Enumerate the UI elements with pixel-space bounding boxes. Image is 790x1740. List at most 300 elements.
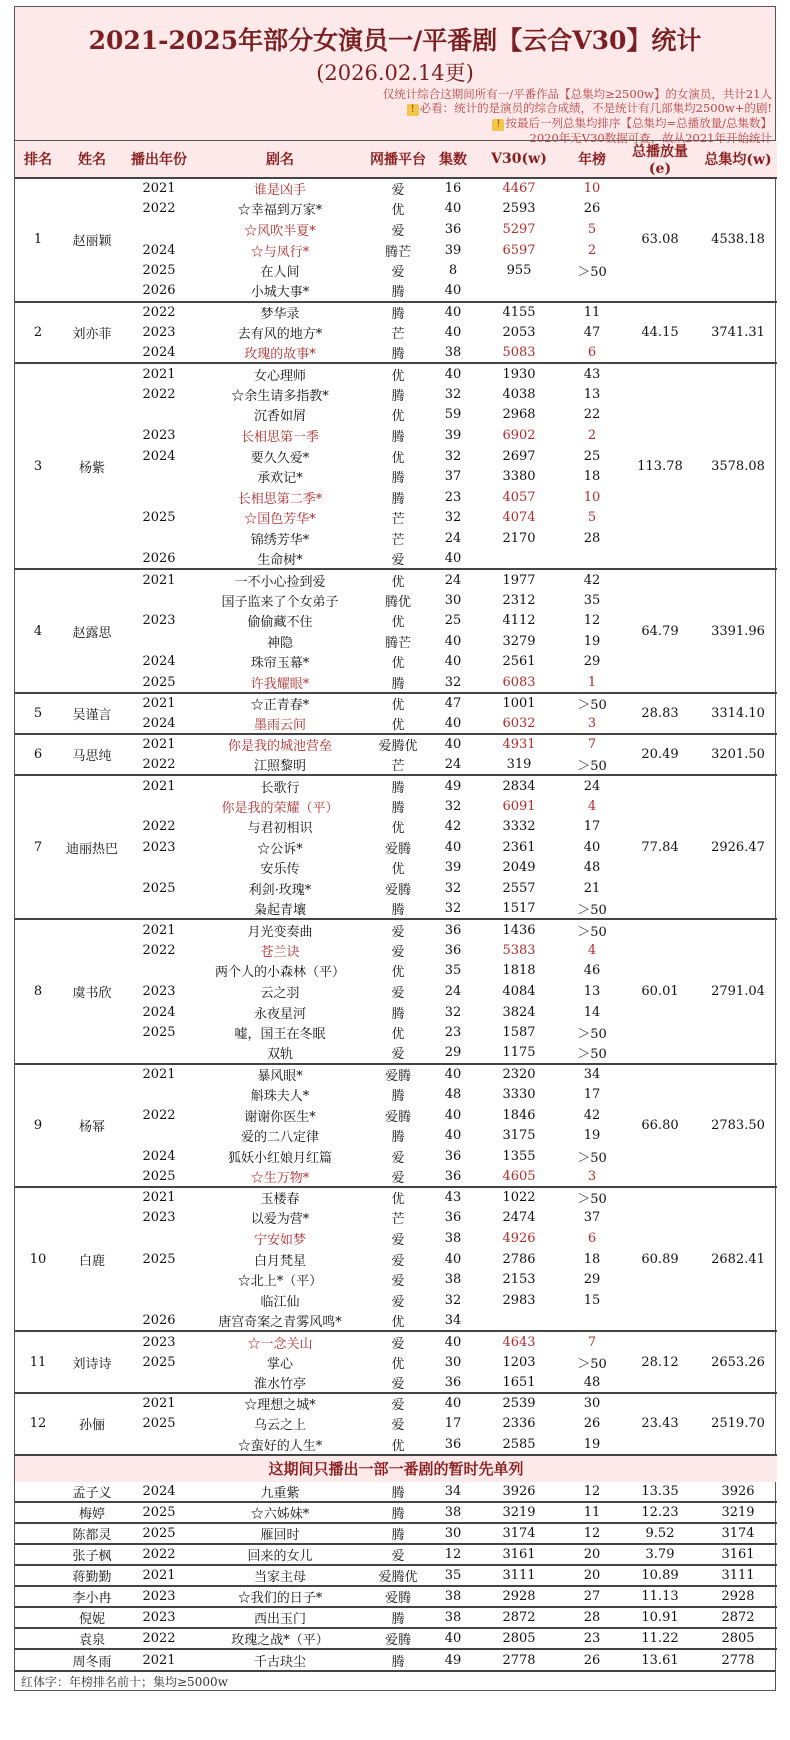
year-cell: 2023 bbox=[123, 1607, 195, 1628]
annual-rank-cell: ＞50 bbox=[577, 903, 607, 919]
table-row bbox=[15, 569, 777, 590]
v30-cell: 2539 bbox=[475, 1393, 563, 1414]
notes bbox=[383, 87, 772, 145]
platform-cell: 优 bbox=[365, 693, 431, 714]
year-cell: 2023 bbox=[142, 427, 176, 443]
platform-cell: 腾 bbox=[391, 471, 405, 487]
drama-title: 西出玉门 bbox=[195, 1607, 365, 1628]
v30-cell: 2834 bbox=[475, 775, 563, 796]
platform-cell: 优 bbox=[391, 203, 405, 219]
total-views-cell: 28.12 bbox=[621, 1331, 699, 1393]
total-views-cell: 77.84 bbox=[621, 775, 699, 919]
platform-cell: 优 bbox=[391, 717, 405, 733]
drama-title: ☆一念关山 bbox=[195, 1331, 365, 1352]
episodes-cell: 40 bbox=[431, 1628, 475, 1649]
platform-cell: 优 bbox=[391, 615, 405, 631]
v30-cell: 2968 bbox=[502, 407, 536, 423]
annual-rank-cell bbox=[563, 281, 621, 302]
year-cell: 2021 bbox=[123, 919, 195, 940]
v30-cell: 1930 bbox=[475, 363, 563, 384]
drama-title: 当家主母 bbox=[195, 1565, 365, 1586]
platform-cell: 爱腾 bbox=[384, 841, 411, 857]
drama-title: 玫瑰的故事* bbox=[244, 347, 316, 363]
episodes-cell: 40 bbox=[444, 201, 462, 217]
note-line: 仅统计综合这期间所有一/平番作品【总集均≥2500w】的女演员，共计21人 bbox=[382, 87, 772, 101]
platform-cell: 优 bbox=[365, 1187, 431, 1208]
platform-cell: 爱 bbox=[365, 1331, 431, 1352]
actress-name: 陈都灵 bbox=[61, 1523, 123, 1544]
annual-rank-cell: 3 bbox=[587, 715, 597, 731]
episodes-cell: 48 bbox=[444, 1086, 462, 1102]
table-row bbox=[15, 1586, 777, 1607]
episodes-cell: 40 bbox=[444, 654, 462, 670]
table-row bbox=[15, 1607, 777, 1628]
v30-cell: 6902 bbox=[502, 427, 536, 443]
year-cell bbox=[123, 1372, 195, 1393]
year-cell: 2021 bbox=[123, 1393, 195, 1414]
annual-rank-cell: 6 bbox=[587, 1231, 597, 1247]
annual-rank-cell: ＞50 bbox=[577, 1150, 607, 1166]
annual-rank-cell: 15 bbox=[583, 1292, 601, 1308]
drama-title: 宁安如梦 bbox=[253, 1233, 306, 1249]
rank-cell bbox=[15, 1544, 61, 1565]
year-cell: 2022 bbox=[142, 819, 176, 835]
year-cell: 2026 bbox=[142, 283, 176, 299]
annual-rank-cell: 42 bbox=[563, 569, 621, 590]
annual-rank-cell: ＞50 bbox=[577, 1047, 607, 1063]
actress-name: 赵丽颖 bbox=[61, 178, 123, 302]
episodes-cell: 40 bbox=[444, 1128, 462, 1144]
annual-rank-cell: 24 bbox=[563, 775, 621, 796]
episodes-cell: 36 bbox=[444, 221, 462, 237]
episodes-cell: 24 bbox=[444, 530, 462, 546]
total-views-cell: 60.01 bbox=[621, 919, 699, 1063]
year-cell: 2025 bbox=[142, 510, 176, 526]
v30-cell: 2778 bbox=[475, 1649, 563, 1670]
v30-cell: 2805 bbox=[475, 1628, 563, 1649]
table-row bbox=[15, 1502, 777, 1523]
v30-cell: 2585 bbox=[502, 1436, 536, 1452]
total-avg-cell: 3201.50 bbox=[699, 734, 777, 775]
v30-cell: 4931 bbox=[475, 734, 563, 755]
rank-cell: 2 bbox=[15, 302, 61, 364]
drama-title: 一不小心捡到爱 bbox=[195, 569, 365, 590]
platform-cell: 爱 bbox=[391, 223, 405, 239]
drama-title: 唐宫奇案之青雾风鸣* bbox=[218, 1314, 342, 1330]
annual-rank-cell: 37 bbox=[583, 1210, 601, 1226]
year-cell: 2025 bbox=[142, 1251, 176, 1267]
v30-cell: 4467 bbox=[475, 178, 563, 199]
year-cell: 2022 bbox=[142, 201, 176, 217]
drama-title: 小城大事* bbox=[250, 285, 310, 301]
platform-cell: 腾 bbox=[391, 347, 405, 363]
year-cell: 2021 bbox=[123, 363, 195, 384]
note-line: 2020年无V30数据可查，故从2021年开始统计 bbox=[529, 131, 772, 145]
table-row bbox=[15, 1565, 777, 1586]
annual-rank-cell: 29 bbox=[583, 654, 601, 670]
year-cell: 2023 bbox=[123, 1331, 195, 1352]
table-row bbox=[15, 1482, 777, 1503]
rank-cell bbox=[15, 1565, 61, 1586]
rank-cell: 12 bbox=[15, 1393, 61, 1455]
year-cell bbox=[123, 858, 195, 879]
annual-rank-cell: 43 bbox=[563, 363, 621, 384]
drama-title: 你是我的城池营垒 bbox=[195, 734, 365, 755]
platform-cell: 腾优 bbox=[384, 594, 411, 610]
episodes-cell: 36 bbox=[444, 1168, 462, 1184]
platform-cell: 腾芒 bbox=[384, 635, 411, 651]
total-avg-cell: 3926 bbox=[721, 1484, 755, 1500]
v30-cell: 1175 bbox=[502, 1045, 536, 1061]
rank-cell bbox=[15, 1502, 61, 1523]
episodes-cell: 35 bbox=[444, 963, 462, 979]
platform-cell: 腾 bbox=[391, 285, 405, 301]
episodes-cell: 32 bbox=[444, 798, 462, 814]
rank-cell: 5 bbox=[15, 693, 61, 734]
year-cell bbox=[123, 466, 195, 487]
table-row bbox=[15, 1393, 777, 1414]
annual-rank-cell: 28 bbox=[583, 530, 601, 546]
episodes-cell: 47 bbox=[431, 693, 475, 714]
total-avg-cell: 2783.50 bbox=[699, 1064, 777, 1188]
platform-cell: 爱 bbox=[365, 178, 431, 199]
column-header-platform: 网播平台 bbox=[365, 141, 431, 178]
drama-title: ☆六姊妹* bbox=[195, 1502, 365, 1523]
table-row bbox=[15, 302, 777, 323]
table-row bbox=[15, 1064, 777, 1085]
annual-rank-cell: ＞50 bbox=[563, 693, 621, 714]
actress-name: 孙俪 bbox=[61, 1393, 123, 1455]
total-views-cell: 10.91 bbox=[621, 1607, 699, 1628]
drama-title: 谢谢你医生* bbox=[244, 1109, 316, 1125]
annual-rank-cell: ＞50 bbox=[577, 1027, 607, 1043]
platform-cell: 爱 bbox=[391, 1376, 405, 1392]
year-cell bbox=[123, 631, 195, 652]
drama-title: 偷偷藏不住 bbox=[247, 615, 313, 631]
table-row bbox=[15, 1187, 777, 1208]
year-cell: 2025 bbox=[123, 1523, 195, 1544]
v30-cell: 5383 bbox=[502, 942, 536, 958]
platform-cell: 爱 bbox=[391, 1253, 405, 1269]
platform-cell: 优 bbox=[365, 569, 431, 590]
annual-rank-cell: 25 bbox=[583, 448, 601, 464]
v30-cell: 2361 bbox=[502, 839, 536, 855]
annual-rank-cell: 5 bbox=[587, 221, 597, 237]
drama-title: 乌云之上 bbox=[253, 1418, 306, 1434]
platform-cell: 爱 bbox=[365, 919, 431, 940]
table-row bbox=[15, 363, 777, 384]
year-cell: 2026 bbox=[142, 550, 176, 566]
annual-rank-cell: 13 bbox=[583, 983, 601, 999]
rank-cell bbox=[15, 1586, 61, 1607]
actress-name: 白鹿 bbox=[61, 1187, 123, 1331]
drama-title: 承欢记* bbox=[257, 471, 303, 487]
drama-title: 月光变奏曲 bbox=[195, 919, 365, 940]
year-cell bbox=[123, 487, 195, 508]
v30-cell: 4605 bbox=[502, 1168, 536, 1184]
episodes-cell: 40 bbox=[431, 363, 475, 384]
year-cell: 2025 bbox=[142, 1354, 176, 1370]
episodes-cell: 40 bbox=[444, 1251, 462, 1267]
total-avg-cell: 3111 bbox=[699, 1565, 777, 1586]
year-cell: 2024 bbox=[142, 242, 176, 258]
year-cell bbox=[123, 528, 195, 549]
note-text: 必看：统计的是演员的综合成绩，不是统计有几部集均2500w+的剧! bbox=[419, 101, 772, 115]
platform-cell: 爱 bbox=[391, 985, 405, 1001]
platform-cell: 腾 bbox=[365, 1649, 431, 1670]
annual-rank-cell: ＞50 bbox=[577, 1356, 607, 1372]
annual-rank-cell: 19 bbox=[583, 1128, 601, 1144]
v30-cell: 6091 bbox=[502, 798, 536, 814]
v30-cell: 2557 bbox=[502, 880, 536, 896]
episodes-cell: 32 bbox=[444, 386, 462, 402]
drama-title: 神隐 bbox=[266, 635, 293, 651]
actress-name: 虞书欣 bbox=[61, 919, 123, 1063]
episodes-cell: 32 bbox=[444, 1004, 462, 1020]
drama-title: 临江仙 bbox=[260, 1294, 300, 1310]
year-cell: 2021 bbox=[123, 178, 195, 199]
platform-cell: 爱腾 bbox=[365, 1586, 431, 1607]
annual-rank-cell: 30 bbox=[563, 1393, 621, 1414]
episodes-cell: 30 bbox=[444, 592, 462, 608]
platform-cell: 腾 bbox=[391, 491, 405, 507]
drama-title: 梦华录 bbox=[195, 302, 365, 323]
year-cell: 2022 bbox=[123, 1628, 195, 1649]
v30-cell: 3330 bbox=[502, 1086, 536, 1102]
drama-title: ☆国色芳华* bbox=[244, 512, 316, 528]
v30-cell: 3380 bbox=[502, 469, 536, 485]
annual-rank-cell: 34 bbox=[563, 1064, 621, 1085]
annual-rank-cell: 10 bbox=[563, 178, 621, 199]
platform-cell: 爱 bbox=[391, 1274, 405, 1290]
drama-title: 永夜星河 bbox=[253, 1006, 306, 1022]
v30-cell: 1203 bbox=[502, 1354, 536, 1370]
episodes-cell: 36 bbox=[444, 1436, 462, 1452]
v30-cell: 2336 bbox=[502, 1416, 536, 1432]
total-views-cell: 11.13 bbox=[621, 1586, 699, 1607]
table-row bbox=[15, 1331, 777, 1352]
episodes-cell: 40 bbox=[431, 734, 475, 755]
total-avg-cell: 2872 bbox=[699, 1607, 777, 1628]
episodes-cell: 38 bbox=[444, 1272, 462, 1288]
platform-cell: 优 bbox=[391, 821, 405, 837]
v30-cell: 1587 bbox=[502, 1025, 536, 1041]
annual-rank-cell: 46 bbox=[583, 963, 601, 979]
episodes-cell: 40 bbox=[444, 283, 462, 299]
drama-title: 以爱为营* bbox=[250, 1212, 310, 1228]
year-cell bbox=[123, 1043, 195, 1064]
annual-rank-cell: 6 bbox=[587, 345, 597, 361]
drama-title: 暴风眼* bbox=[195, 1064, 365, 1085]
episodes-cell: 40 bbox=[431, 1393, 475, 1414]
year-cell bbox=[123, 961, 195, 982]
warning-icon: ! bbox=[407, 104, 419, 116]
year-cell: 2022 bbox=[142, 942, 176, 958]
v30-cell: 4155 bbox=[475, 302, 563, 323]
annual-rank-cell: ＞50 bbox=[563, 919, 621, 940]
episodes-cell: 42 bbox=[444, 819, 462, 835]
episodes-cell: 36 bbox=[431, 919, 475, 940]
platform-cell: 腾 bbox=[391, 1006, 405, 1022]
platform-cell: 优 bbox=[391, 409, 405, 425]
total-views-cell: 113.78 bbox=[621, 363, 699, 569]
drama-title: 爱的二八定律 bbox=[240, 1130, 319, 1146]
total-views-cell: 10.89 bbox=[621, 1565, 699, 1586]
annual-rank-cell: 4 bbox=[587, 942, 597, 958]
platform-cell: 腾 bbox=[365, 1607, 431, 1628]
total-avg-cell: 3174 bbox=[699, 1523, 777, 1544]
annual-rank-cell: 7 bbox=[563, 1331, 621, 1352]
v30-cell: 1846 bbox=[502, 1107, 536, 1123]
total-avg-cell: 2682.41 bbox=[699, 1187, 777, 1331]
drama-title: ☆理想之城* bbox=[195, 1393, 365, 1414]
actress-name: 刘诗诗 bbox=[61, 1331, 123, 1393]
total-avg-cell: 3741.31 bbox=[699, 302, 777, 364]
platform-cell: 芒 bbox=[391, 758, 405, 774]
table-row bbox=[15, 1628, 777, 1649]
year-cell: 2021 bbox=[123, 734, 195, 755]
rank-cell: 3 bbox=[15, 363, 61, 569]
actress-name: 倪妮 bbox=[61, 1607, 123, 1628]
platform-cell: 爱 bbox=[391, 1233, 405, 1249]
column-header-total-avg: 总集均(w) bbox=[699, 141, 777, 178]
drama-title: ☆北上*（平） bbox=[237, 1274, 323, 1290]
year-cell bbox=[123, 899, 195, 920]
episodes-cell: 8 bbox=[448, 263, 458, 279]
episodes-cell: 32 bbox=[444, 448, 462, 464]
year-cell: 2023 bbox=[142, 983, 176, 999]
platform-cell: 优 bbox=[391, 1027, 405, 1043]
actress-name: 杨紫 bbox=[61, 363, 123, 569]
drama-title: 斛珠夫人* bbox=[250, 1088, 310, 1104]
total-views-cell: 66.80 bbox=[621, 1064, 699, 1188]
drama-title: 玉楼春 bbox=[195, 1187, 365, 1208]
year-cell: 2024 bbox=[142, 1148, 176, 1164]
episodes-cell: 39 bbox=[444, 860, 462, 876]
v30-cell: 2049 bbox=[502, 860, 536, 876]
v30-cell: 4643 bbox=[475, 1331, 563, 1352]
v30-cell: 1436 bbox=[475, 919, 563, 940]
annual-rank-cell: 26 bbox=[583, 1416, 601, 1432]
episodes-cell: 39 bbox=[444, 427, 462, 443]
episodes-cell: 40 bbox=[444, 715, 462, 731]
annual-rank-cell bbox=[563, 1311, 621, 1332]
episodes-cell: 24 bbox=[444, 983, 462, 999]
annual-rank-cell: 12 bbox=[583, 613, 601, 629]
warning-icon: ! bbox=[492, 119, 504, 131]
total-avg-cell: 3314.10 bbox=[699, 693, 777, 734]
year-cell bbox=[123, 1228, 195, 1249]
v30-cell: 1022 bbox=[475, 1187, 563, 1208]
v30-cell: 2872 bbox=[475, 1607, 563, 1628]
episodes-cell: 38 bbox=[431, 1586, 475, 1607]
total-views-cell: 13.61 bbox=[621, 1649, 699, 1670]
total-views-cell: 9.52 bbox=[621, 1523, 699, 1544]
episodes-cell: 38 bbox=[431, 1607, 475, 1628]
year-cell: 2024 bbox=[142, 448, 176, 464]
table-row bbox=[15, 734, 777, 755]
v30-cell: 3332 bbox=[502, 819, 536, 835]
year-cell: 2024 bbox=[142, 654, 176, 670]
annual-rank-cell: ＞50 bbox=[563, 1187, 621, 1208]
episodes-cell: 40 bbox=[444, 1107, 462, 1123]
actress-name: 张子枫 bbox=[61, 1544, 123, 1565]
v30-cell: 3175 bbox=[502, 1128, 536, 1144]
episodes-cell: 24 bbox=[444, 756, 462, 772]
annual-rank-cell: 26 bbox=[563, 1649, 621, 1670]
actress-name: 梅婷 bbox=[61, 1502, 123, 1523]
episodes-cell: 23 bbox=[444, 489, 462, 505]
annual-rank-cell: 17 bbox=[583, 1086, 601, 1102]
drama-title: 长歌行 bbox=[195, 775, 365, 796]
drama-title: 雁回时 bbox=[195, 1523, 365, 1544]
rank-cell: 1 bbox=[15, 178, 61, 302]
total-avg-cell: 4538.18 bbox=[699, 178, 777, 302]
platform-cell: 爱腾 bbox=[384, 882, 411, 898]
drama-title: 女心理师 bbox=[195, 363, 365, 384]
note-line bbox=[383, 101, 772, 116]
annual-rank-cell: 35 bbox=[583, 592, 601, 608]
rank-cell: 6 bbox=[15, 734, 61, 775]
drama-title: 苍兰诀 bbox=[260, 944, 300, 960]
rank-cell bbox=[15, 1523, 61, 1544]
annual-rank-cell: 22 bbox=[583, 407, 601, 423]
platform-cell: 芒 bbox=[391, 512, 405, 528]
drama-title: 安乐传 bbox=[260, 862, 300, 878]
drama-title: 江照黎明 bbox=[253, 758, 306, 774]
column-header-total-views: 总播放量(e) bbox=[621, 141, 699, 178]
section-header-row bbox=[15, 1455, 777, 1482]
drama-title: 去有风的地方* bbox=[237, 326, 323, 342]
v30-cell: 2312 bbox=[502, 592, 536, 608]
v30-cell: 1977 bbox=[475, 569, 563, 590]
year-cell: 2025 bbox=[142, 1025, 176, 1041]
year-cell: 2026 bbox=[142, 1312, 176, 1328]
total-views-cell: 28.83 bbox=[621, 693, 699, 734]
annual-rank-cell: 21 bbox=[583, 880, 601, 896]
year-cell: 2024 bbox=[142, 1484, 176, 1500]
annual-rank-cell: 13 bbox=[583, 386, 601, 402]
v30-cell: 1651 bbox=[502, 1374, 536, 1390]
column-header-v30: V30(w) bbox=[475, 141, 563, 178]
episodes-cell: 36 bbox=[444, 1374, 462, 1390]
total-avg-cell: 2928 bbox=[699, 1586, 777, 1607]
sheet-header bbox=[15, 7, 775, 145]
v30-cell: 6597 bbox=[502, 242, 536, 258]
annual-rank-cell: 11 bbox=[563, 302, 621, 323]
episodes-cell: 12 bbox=[431, 1544, 475, 1565]
drama-title: 千古玦尘 bbox=[195, 1649, 365, 1670]
v30-cell: 1001 bbox=[475, 693, 563, 714]
platform-cell: 优 bbox=[391, 862, 405, 878]
column-header-row bbox=[15, 141, 777, 178]
episodes-cell: 40 bbox=[431, 302, 475, 323]
v30-cell: 2474 bbox=[502, 1210, 536, 1226]
drama-title: 与君初相识 bbox=[247, 821, 313, 837]
annual-rank-cell: 14 bbox=[583, 1004, 601, 1020]
drama-title: 玫瑰之战*（平） bbox=[195, 1628, 365, 1649]
year-cell: 2021 bbox=[123, 775, 195, 796]
drama-title: 白月梵星 bbox=[253, 1253, 306, 1269]
total-views-cell: 44.15 bbox=[621, 302, 699, 364]
platform-cell: 爱 bbox=[391, 552, 405, 568]
platform-cell: 腾 bbox=[391, 800, 405, 816]
drama-title: 在人间 bbox=[260, 265, 300, 281]
drama-title: ☆与凤行* bbox=[250, 244, 310, 260]
total-avg-cell: 3161 bbox=[699, 1544, 777, 1565]
platform-cell: 芒 bbox=[391, 532, 405, 548]
annual-rank-cell: 28 bbox=[563, 1607, 621, 1628]
